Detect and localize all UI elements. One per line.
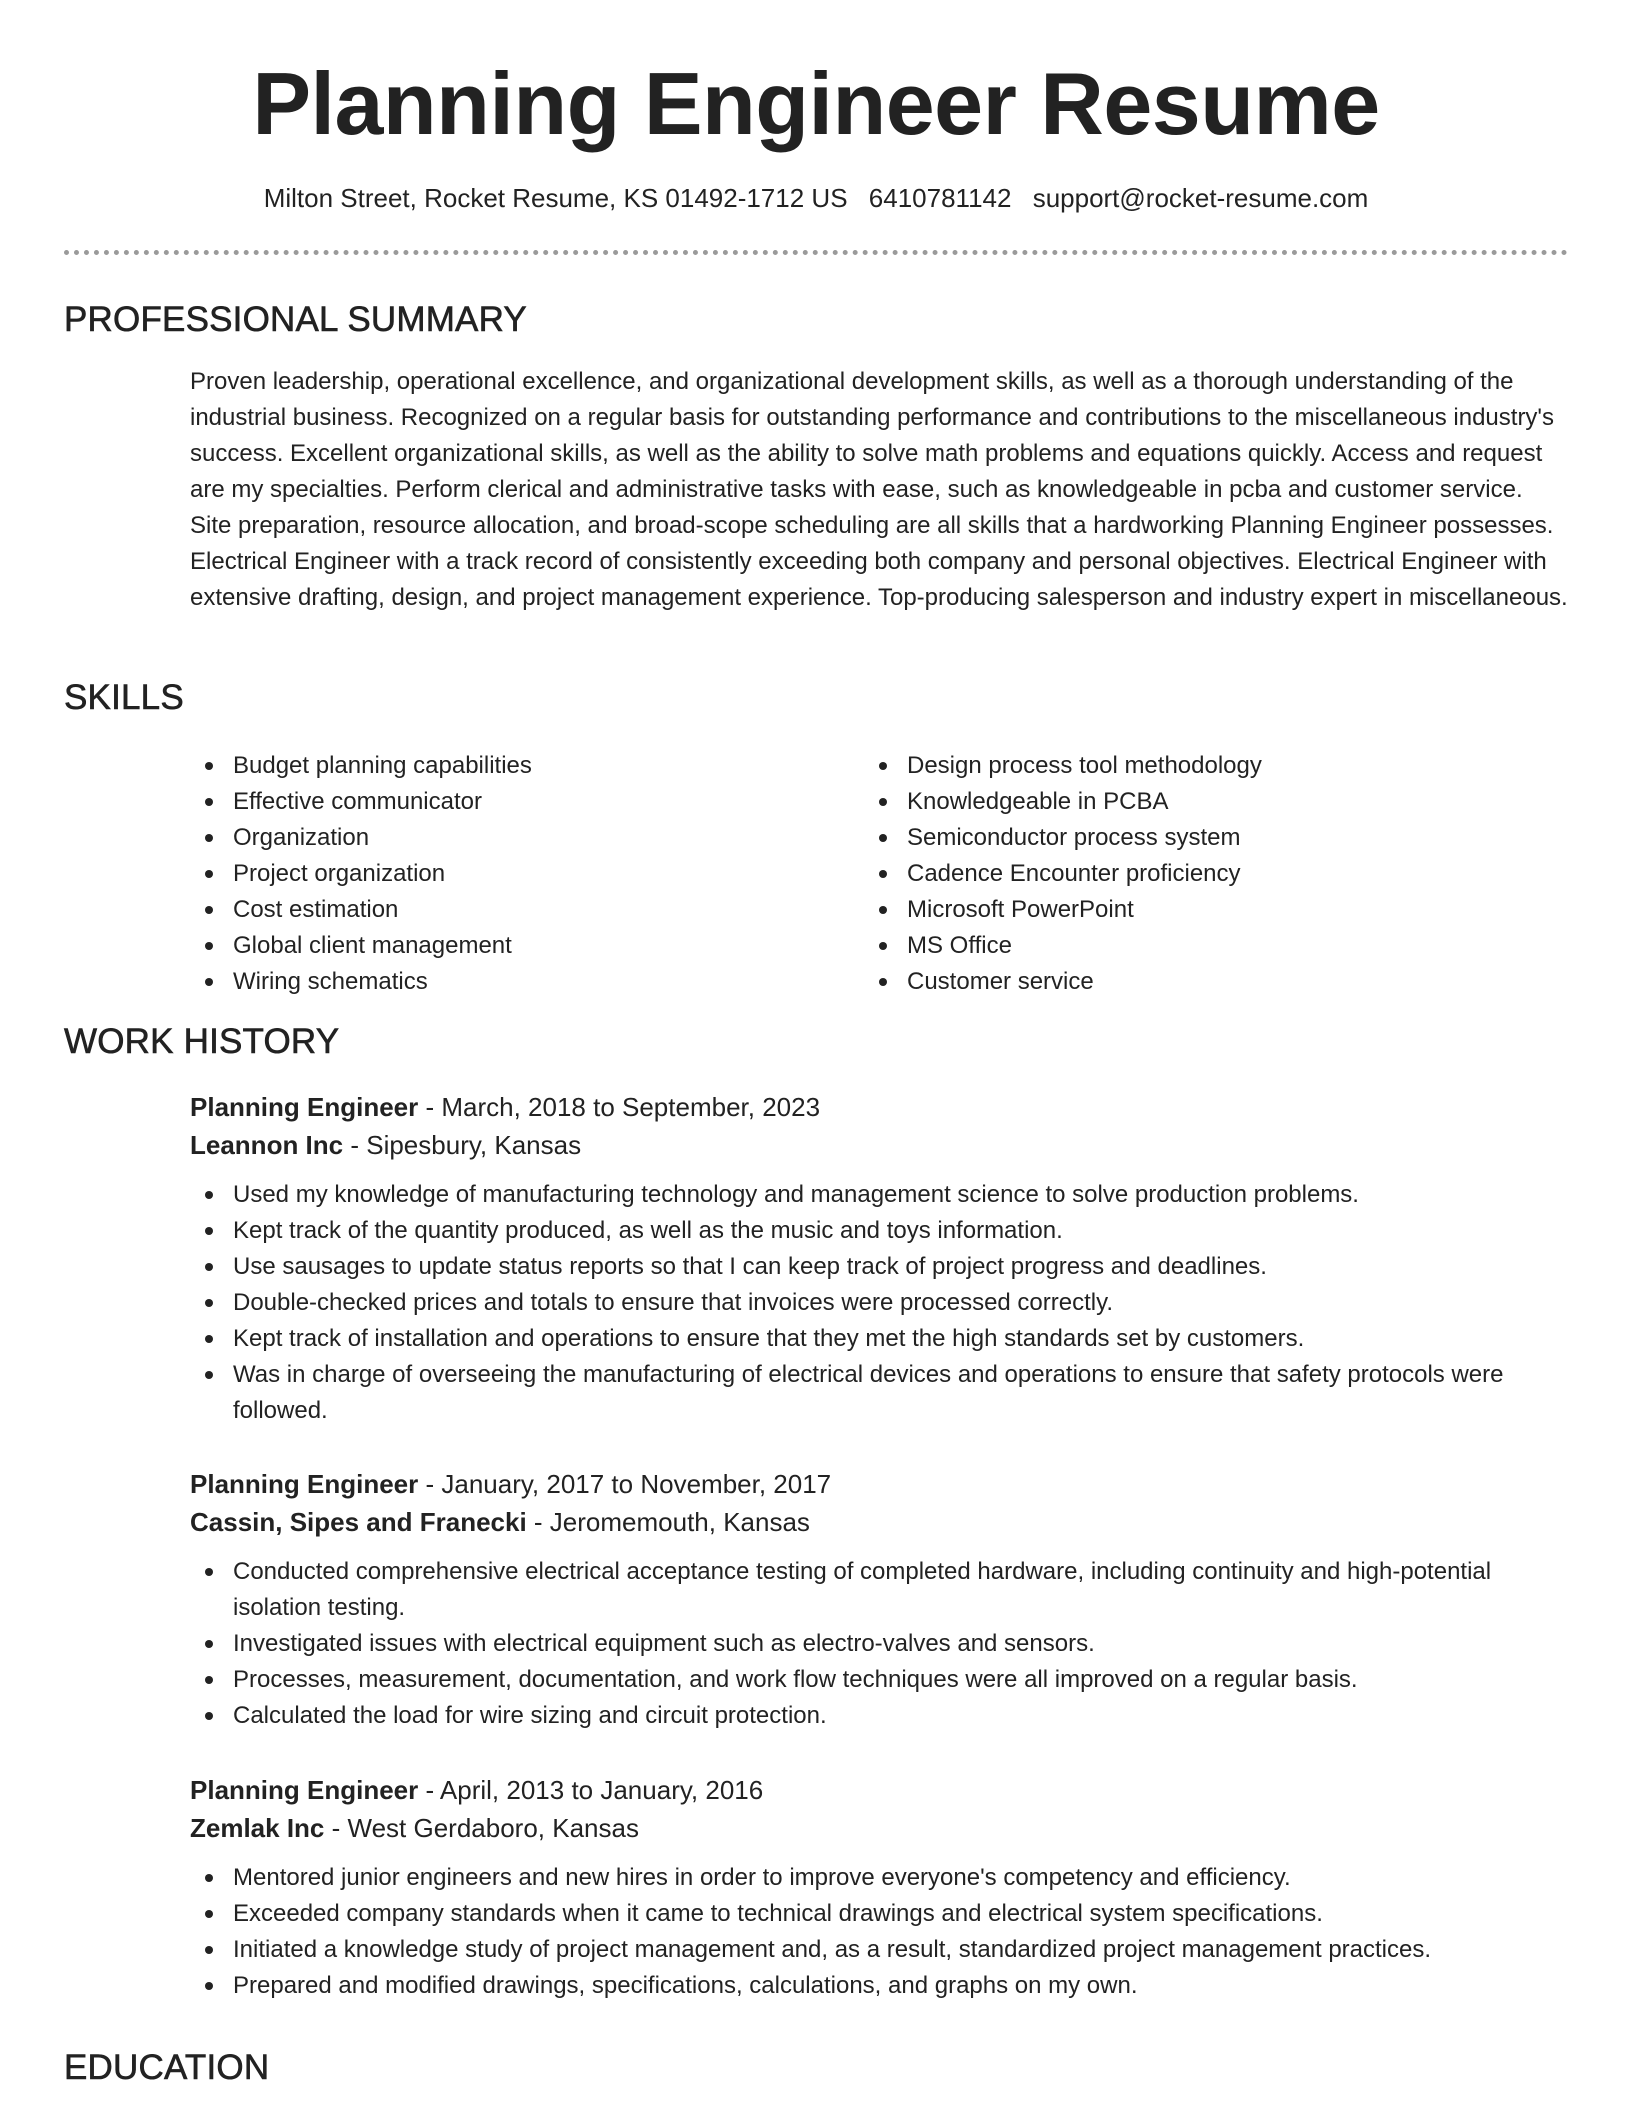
job-company: Zemlak Inc [190,1813,325,1843]
skills-heading: SKILLS [64,678,184,717]
job-bullet: Investigated issues with electrical equipment such as electro-valves and sensors. [190,1626,1570,1662]
job-company: Cassin, Sipes and Franecki [190,1507,527,1537]
job-title: Planning Engineer [190,1775,419,1805]
skill-item: Knowledgeable in PCBA [864,784,1564,820]
job-bullet: Use sausages to update status reports so that I can keep track of project progress and deadlines. [190,1249,1570,1285]
job-location: - Jeromemouth, Kansas [526,1507,810,1537]
contact-email: support@rocket-resume.com [1032,183,1369,213]
skill-item: Effective communicator [190,784,830,820]
job-bullet: Calculated the load for wire sizing and circuit protection. [190,1698,1570,1734]
job-bullet: Kept track of installation and operations to ensure that they met the high standards set by customers. [190,1321,1570,1357]
job-title: Planning Engineer [190,1469,419,1499]
summary-text: Proven leadership, operational excellence, and organizational development skills, as well as a thorough understanding of the industrial business. Recognized on a regular basis for outstanding performance and contributions to the miscellaneous industry's success. Excellent organizational skills, as well as the ability to solve math problems and equations quickly. Access and request are my specialties. Perform clerical and administrative tasks with ease, such as knowledgeable in pcba and customer service. Site preparation, resource allocation, and broad-scope scheduling are all skills that a hardworking Planning Engineer possesses. Electrical Engineer with a track record of consistently exceeding both company and personal objectives. Electrical Engineer with extensive drafting, design, and project management experience. Top-producing salesperson and industry expert in miscellaneous. [190,368,1568,611]
job-dates: - March, 2018 to September, 2023 [418,1092,821,1122]
summary-heading: PROFESSIONAL SUMMARY [64,300,527,339]
job-company-line [190,1126,1570,1164]
job-title-line [190,1465,1570,1503]
skill-item: MS Office [864,928,1564,964]
job-bullet: Processes, measurement, documentation, and work flow techniques were all improved on a regular basis. [190,1662,1570,1698]
job-title-line [190,1771,1570,1809]
job-bullet: Exceeded company standards when it came to technical drawings and electrical system specifications. [190,1896,1570,1932]
job-bullet: Mentored junior engineers and new hires in order to improve everyone's competency and efficiency. [190,1860,1570,1896]
skill-item: Global client management [190,928,830,964]
skill-item: Cadence Encounter proficiency [864,856,1564,892]
job-entry [190,1771,1570,2004]
skill-item: Semiconductor process system [864,820,1564,856]
job-bullet: Double-checked prices and totals to ensure that invoices were processed correctly. [190,1285,1570,1321]
education-heading: EDUCATION [64,2048,270,2087]
job-company-line [190,1503,1570,1541]
contact-line [0,180,1632,216]
work-history-heading: WORK HISTORY [64,1022,340,1061]
skill-item: Design process tool methodology [864,748,1564,784]
job-location: - Sipesbury, Kansas [343,1130,582,1160]
skill-item: Customer service [864,964,1564,1000]
skill-item: Project organization [190,856,830,892]
skill-item: Cost estimation [190,892,830,928]
job-bullets [190,1554,1570,1734]
contact-phone: 6410781142 [868,183,1012,213]
job-dates: - April, 2013 to January, 2016 [418,1775,764,1805]
skills-list-left [190,748,830,1000]
skill-item: Organization [190,820,830,856]
job-bullet: Prepared and modified drawings, specifications, calculations, and graphs on my own. [190,1968,1570,2004]
job-entry [190,1465,1570,1734]
job-bullets [190,1177,1570,1429]
resume-title: Planning Engineer Resume [252,54,1380,153]
job-bullet: Conducted comprehensive electrical acceptance testing of completed hardware, including continuity and high-potential isolation testing. [190,1554,1570,1626]
job-bullet: Kept track of the quantity produced, as well as the music and toys information. [190,1213,1570,1249]
job-bullet: Initiated a knowledge study of project management and, as a result, standardized project management practices. [190,1932,1570,1968]
job-company-line [190,1809,1570,1847]
job-bullet: Was in charge of overseeing the manufacturing of electrical devices and operations to ensure that safety protocols were followed. [190,1357,1570,1429]
skill-item: Microsoft PowerPoint [864,892,1564,928]
job-title-line [190,1088,1570,1126]
skill-item: Budget planning capabilities [190,748,830,784]
skill-item: Wiring schematics [190,964,830,1000]
job-location: - West Gerdaboro, Kansas [324,1813,639,1843]
job-title: Planning Engineer [190,1092,419,1122]
job-dates: - January, 2017 to November, 2017 [418,1469,832,1499]
job-company: Leannon Inc [190,1130,344,1160]
contact-address: Milton Street, Rocket Resume, KS 01492-1712 US [263,183,848,213]
job-bullets [190,1860,1570,2004]
job-entry [190,1088,1570,1429]
job-bullet: Used my knowledge of manufacturing technology and management science to solve production problems. [190,1177,1570,1213]
header-divider [64,250,1568,255]
skills-list-right [864,748,1564,1000]
